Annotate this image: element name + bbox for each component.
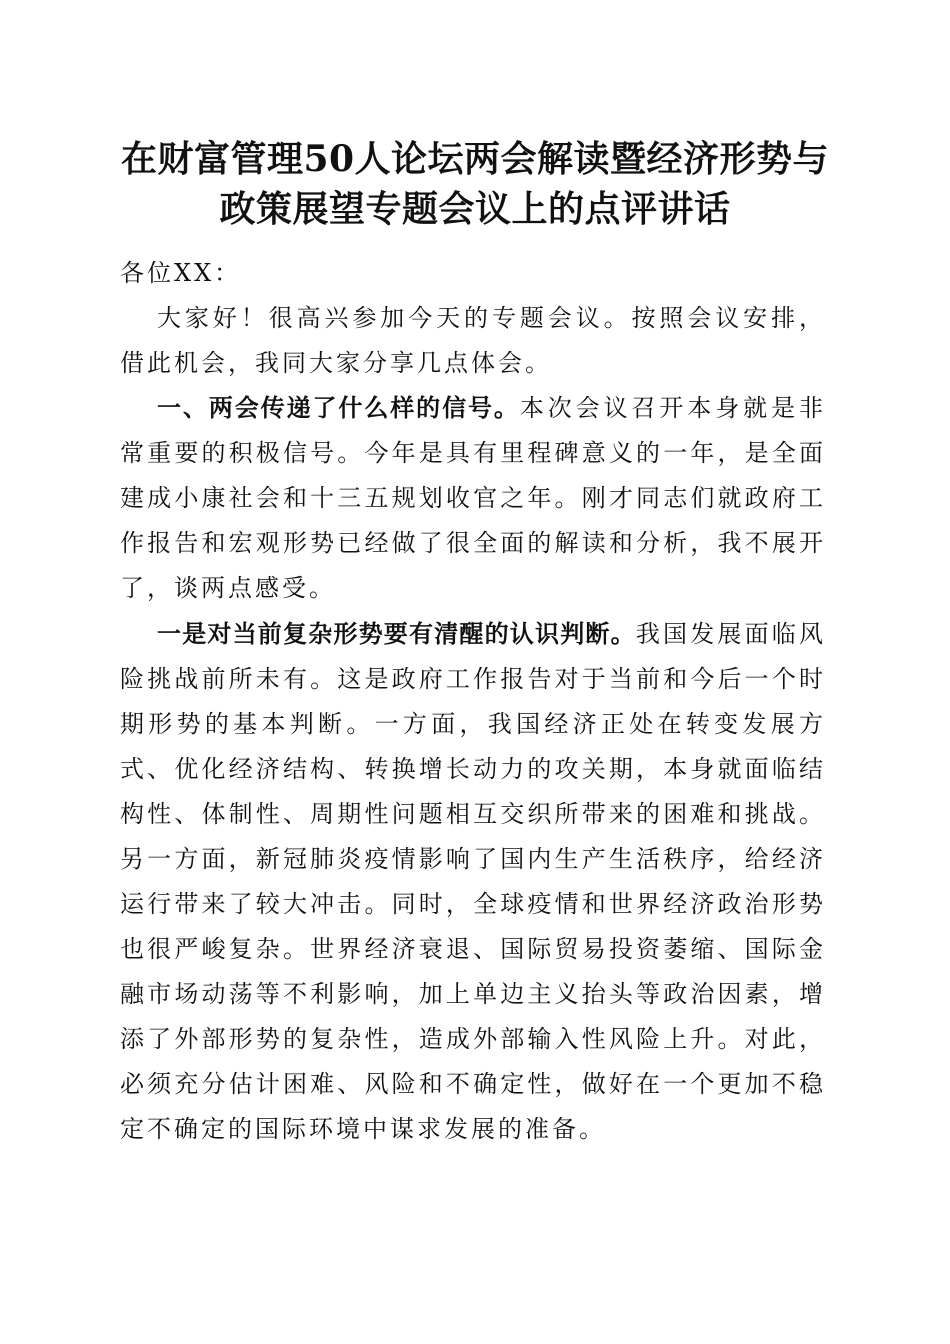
point-heading: 一是对当前复杂形势要有清醒的认识判断。 [157, 619, 636, 648]
salutation: 各位XX： [120, 259, 242, 287]
paragraph-text: 本次会议召开本身就是非常重要的积极信号。今年是具有里程碑意义的一年，是全面建成小康社会和十三五规划收官之年。刚才同志们就政府工作报告和宏观形势已经做了很全面的解读和分析，我不展开了，谈两点感受。 [120, 394, 827, 602]
document-title [100, 134, 850, 234]
paragraph-text: 大家好！很高兴参加今天的专题会议。按照会议安排，借此机会，我同大家分享几点体会。 [120, 304, 826, 377]
paragraph-text: 我国发展面临风险挑战前所未有。这是政府工作报告对于当前和今后一个时期形势的基本判断。一方面，我国经济正处在转变发展方式、优化经济结构、转换增长动力的攻关期，本身就面临结构性、体制性、周期性问题相互交织所带来的困难和挑战。另一方面，新冠肺炎疫情影响了国内生产生活秩序，给经济运行带来了较大冲击。同时，全球疫情和世界经济政治形势也很严峻复杂。世界经济衰退、国际贸易投资萎缩、国际金融市场动荡等不利影响，加上单边主义抬头等政治因素，增添了外部形势的复杂性，造成外部输入性风险上升。对此，必须充分估计困难、风险和不确定性，做好在一个更加不稳定不确定的国际环境中谋求发展的准备。 [120, 620, 827, 1143]
section-heading: 一、两会传递了什么样的信号。 [157, 394, 520, 422]
document-body [120, 251, 826, 1152]
title-line-1: 在财富管理50人论坛两会解读暨经济形势与 [120, 138, 830, 180]
paragraph-section-one [120, 386, 826, 611]
title-line-2: 政策展望专题会议上的点评讲话 [219, 188, 731, 230]
paragraph-greeting [120, 296, 826, 386]
paragraph-point-one [120, 611, 826, 1152]
